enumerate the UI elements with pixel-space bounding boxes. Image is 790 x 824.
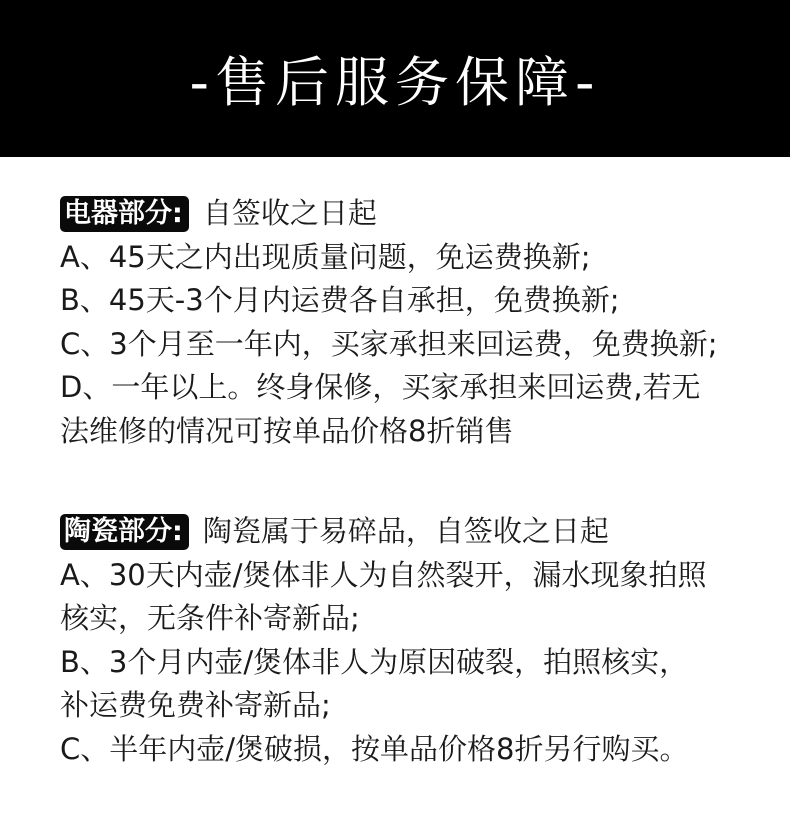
ceramic-section bbox=[60, 510, 760, 771]
ceramic-tag: 陶瓷部分: bbox=[60, 514, 189, 550]
ceramic-clause-b: B、3个月内壶/煲体非人为原因破裂，拍照核实， bbox=[60, 644, 689, 679]
electric-clause-d: D、一年以上。终身保修，买家承担来回运费,若无 bbox=[60, 370, 701, 404]
ceramic-clause-a-continued: 核实，无条件补寄新品; bbox=[60, 601, 360, 635]
electric-clause-a: A、45天之内出现质量问题，免运费换新; bbox=[60, 239, 591, 274]
electric-clause-c: C、3个月至一年内，买家承担来回运费，免费换新; bbox=[60, 326, 718, 361]
ceramic-intro: 陶瓷属于易碎品，自签收之日起 bbox=[202, 514, 609, 548]
ceramic-heading bbox=[60, 510, 760, 554]
ceramic-clause-a: A、30天内壶/煲体非人为自然裂开，漏水现象拍照 bbox=[60, 557, 707, 592]
electric-clause-b: B、45天-3个月内运费各自承担，免费换新; bbox=[60, 283, 620, 317]
electric-clause-d-continued: 法维修的情况可按单品价格8折销售 bbox=[60, 413, 514, 448]
ceramic-clause-c: C、半年内壶/煲破损，按单品价格8折另行购买。 bbox=[60, 731, 689, 766]
ceramic-clause-b-continued: 补运费免费补寄新品; bbox=[60, 688, 331, 722]
electric-heading bbox=[60, 192, 760, 236]
page-title: -售后服务保障- bbox=[189, 51, 601, 114]
header-banner bbox=[0, 0, 790, 157]
electric-section bbox=[60, 192, 760, 453]
electric-tag: 电器部分: bbox=[60, 196, 189, 232]
electric-intro: 自签收之日起 bbox=[202, 196, 377, 230]
